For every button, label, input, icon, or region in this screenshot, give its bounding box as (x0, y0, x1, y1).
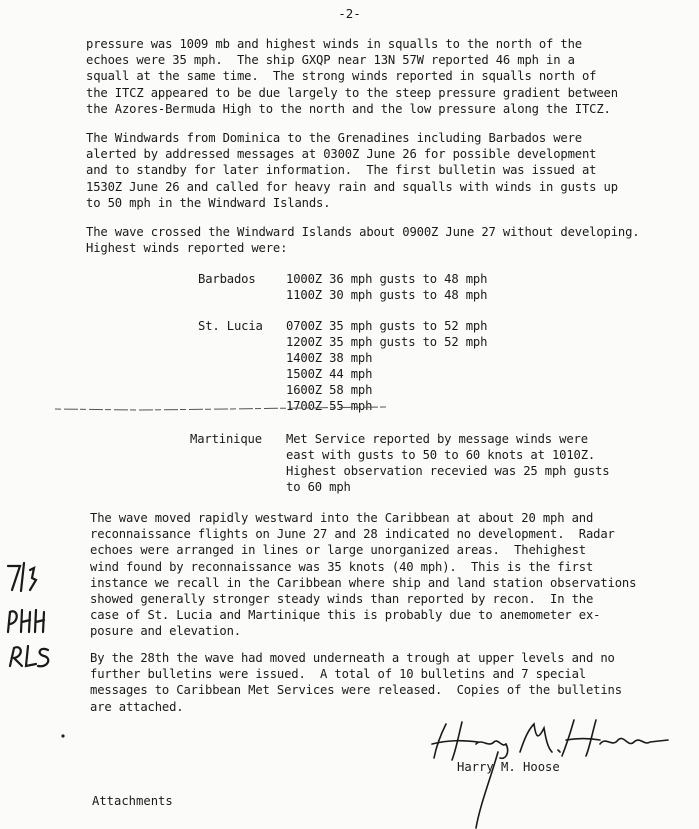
paragraph-reconnaissance: The wave moved rapidly westward into the Caribbean at about 20 mph and reconnaissance flights on June 27 and 28 indicated no development. Radar echoes were arranged in lines or large unorganized areas. Thehighest wind found by reconnaissance was 35 knots (40 mph). This is the first instance we recall in the Caribbean where ship and land station observations showed generally stronger steady winds than reported by recon. In the case of St. Lucia and Martinique this is probably due to anemometer ex- posure and elevation. (90, 511, 637, 639)
signatory-name: Harry M. Hoose (457, 760, 560, 774)
station-name: Martinique (190, 432, 262, 446)
wind-reading: 1500Z 44 mph (286, 367, 373, 381)
wind-reading: 0700Z 35 mph gusts to 52 mph (286, 319, 488, 333)
wind-reading: to 60 mph (286, 480, 351, 494)
wind-reading: 1700Z 55 mph (286, 399, 373, 413)
page-number: -2- (338, 6, 361, 21)
paragraph-conclusion: By the 28th the wave had moved underneath a trough at upper levels and no further bulletins were issued. A total of 10 bulletins and 7 special messages to Caribbean Met Services were released. Copies of the bulletins are attached. (90, 651, 622, 714)
wind-reading: 1400Z 38 mph (286, 351, 373, 365)
wind-reading: 1600Z 58 mph (286, 383, 373, 397)
wind-reading: 1000Z 36 mph gusts to 48 mph (286, 272, 488, 286)
wind-reading: Highest observation recevied was 25 mph gusts (286, 464, 610, 478)
wind-reading: east with gusts to 50 to 60 knots at 1010Z. (286, 448, 596, 462)
paragraph-wave-crossed: The wave crossed the Windward Islands about 0900Z June 27 without developing. Highest winds reported were: (86, 225, 640, 256)
paragraph-pressure: pressure was 1009 mb and highest winds in squalls to the north of the echoes were 35 mph. The ship GXQP near 13N 57W reported 46 mph in a squall at the same time. The strong winds reported in squalls north of the ITCZ appeared to be due largely to the steep pressure gradient between the Azores-Bermuda High to the north and the low pressure along the ITCZ. (86, 37, 618, 116)
station-name: St. Lucia (198, 319, 263, 333)
station-name: Barbados (198, 272, 256, 286)
wind-reading: 1200Z 35 mph gusts to 52 mph (286, 335, 488, 349)
wind-reading: Met Service reported by message winds were (286, 432, 588, 446)
wind-reading: 1100Z 30 mph gusts to 48 mph (286, 288, 488, 302)
attachments-label: Attachments (92, 794, 173, 808)
paragraph-alert: The Windwards from Dominica to the Grenadines including Barbados were alerted by addressed messages at 0300Z June 26 for possible development and to standby for later information. The first bulletin was issued at 1530Z June 26 and called for heavy rain and squalls with winds in gusts up to 50 mph in the Windward Islands. (86, 131, 618, 210)
